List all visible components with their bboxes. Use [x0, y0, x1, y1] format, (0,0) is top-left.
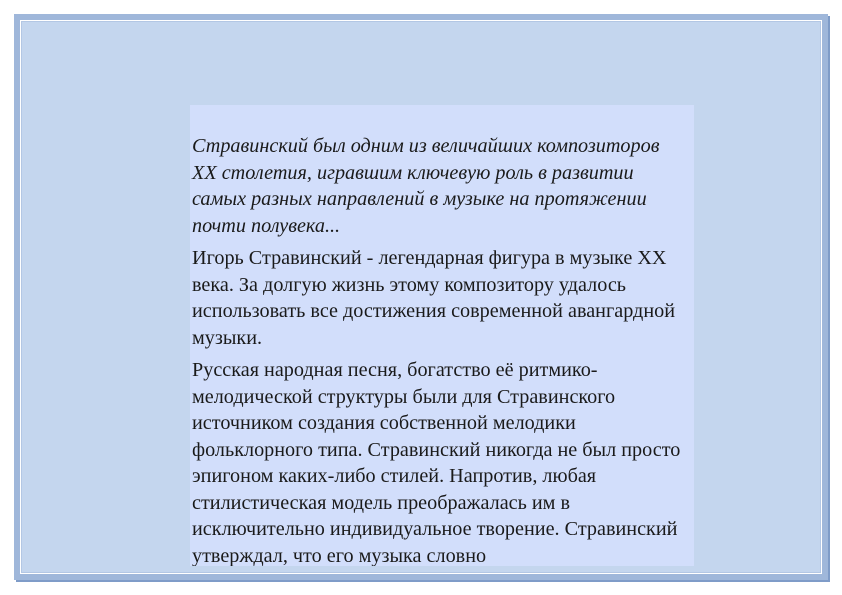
quote-paragraph: Стравинский был одним из величайших композиторов XX столетия, игравшим ключевую роль в развитии самых разных направлений в музыке на протяжении почти полувека... [192, 135, 660, 237]
body-paragraph-2: Русская народная песня, богатство её ритмико-мелодической структуры были для Стравинского источником создания собственной мелодики фольклорного типа. Стравинский никогда не был просто эпигоном каких-либо стилей. Напротив, любая стилистическая модель преображалась им в исключительно индивидуальное творение. Стравинский утверждал, что его музыка словно [192, 359, 681, 566]
text-content [192, 133, 682, 566]
text-box [190, 105, 694, 566]
slide-frame [14, 14, 828, 580]
body-paragraph-1: Игорь Стравинский - легендарная фигура в музыке XX века. За долгую жизнь этому композитору удалось использовать все достижения современной авангардной музыки. [192, 247, 676, 349]
